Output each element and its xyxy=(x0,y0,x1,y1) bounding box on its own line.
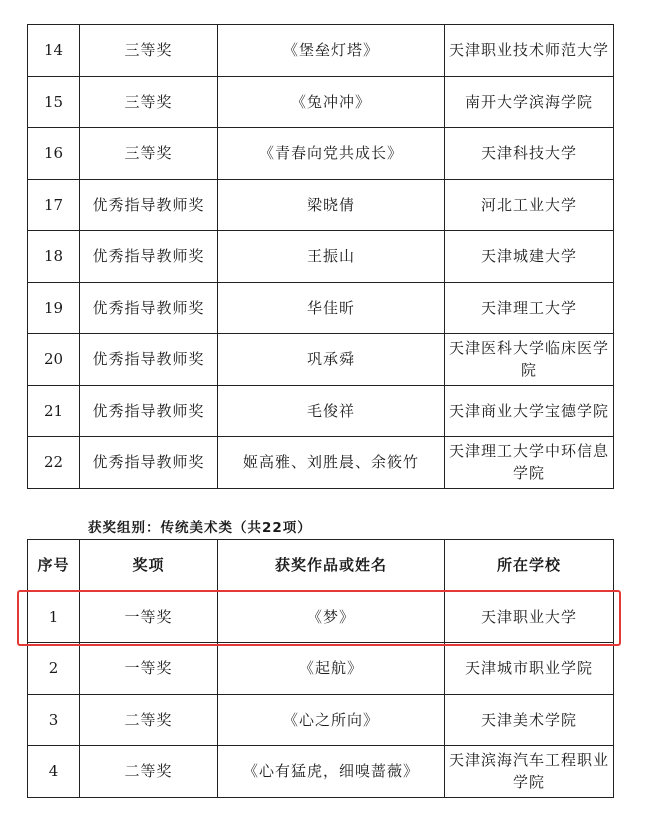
school-cell: 天津理工大学 xyxy=(445,282,614,334)
row-number: 22 xyxy=(28,437,80,489)
table-row xyxy=(28,231,614,283)
table-header-row xyxy=(28,540,614,592)
school-cell: 天津城建大学 xyxy=(445,231,614,283)
award-cell: 三等奖 xyxy=(80,76,218,128)
award-cell: 优秀指导教师奖 xyxy=(80,437,218,489)
award-cell: 三等奖 xyxy=(80,128,218,180)
school-cell: 天津城市职业学院 xyxy=(445,643,614,695)
row-number: 3 xyxy=(28,694,80,746)
school-cell: 天津科技大学 xyxy=(445,128,614,180)
header-award: 奖项 xyxy=(80,540,218,592)
awards-table-continued xyxy=(27,24,614,489)
work-cell: 毛俊祥 xyxy=(218,385,445,437)
work-cell: 《心之所向》 xyxy=(218,694,445,746)
header-school: 所在学校 xyxy=(445,540,614,592)
award-cell: 三等奖 xyxy=(80,25,218,77)
work-cell: 《堡垒灯塔》 xyxy=(218,25,445,77)
school-cell: 南开大学滨海学院 xyxy=(445,76,614,128)
work-cell: 华佳昕 xyxy=(218,282,445,334)
row-number: 4 xyxy=(28,746,80,798)
row-number: 14 xyxy=(28,25,80,77)
table-row xyxy=(28,746,614,798)
header-work: 获奖作品或姓名 xyxy=(218,540,445,592)
school-cell: 天津理工大学中环信息学院 xyxy=(445,437,614,489)
award-cell: 二等奖 xyxy=(80,694,218,746)
award-cell: 一等奖 xyxy=(80,643,218,695)
table-row xyxy=(28,128,614,180)
award-cell: 优秀指导教师奖 xyxy=(80,282,218,334)
award-cell: 优秀指导教师奖 xyxy=(80,179,218,231)
table-row xyxy=(28,179,614,231)
work-cell: 王振山 xyxy=(218,231,445,283)
table-row xyxy=(28,76,614,128)
row-number: 18 xyxy=(28,231,80,283)
table-row xyxy=(28,25,614,77)
table-row xyxy=(28,282,614,334)
award-cell: 优秀指导教师奖 xyxy=(80,334,218,386)
row-number: 17 xyxy=(28,179,80,231)
award-cell: 优秀指导教师奖 xyxy=(80,231,218,283)
table-row xyxy=(28,437,614,489)
school-cell: 天津职业技术师范大学 xyxy=(445,25,614,77)
table-row xyxy=(28,591,614,643)
award-cell: 一等奖 xyxy=(80,591,218,643)
school-cell: 天津商业大学宝德学院 xyxy=(445,385,614,437)
row-number: 20 xyxy=(28,334,80,386)
row-number: 21 xyxy=(28,385,80,437)
work-cell: 姬高雅、刘胜晨、余筱竹 xyxy=(218,437,445,489)
work-cell: 《兔冲冲》 xyxy=(218,76,445,128)
work-cell: 《青春向党共成长》 xyxy=(218,128,445,180)
row-number: 1 xyxy=(28,591,80,643)
award-cell: 优秀指导教师奖 xyxy=(80,385,218,437)
table-row xyxy=(28,334,614,386)
header-number: 序号 xyxy=(28,540,80,592)
row-number: 16 xyxy=(28,128,80,180)
section-heading: 获奖组别：传统美术类（共22项） xyxy=(88,520,312,536)
table-row xyxy=(28,694,614,746)
award-cell: 二等奖 xyxy=(80,746,218,798)
work-cell: 梁晓倩 xyxy=(218,179,445,231)
school-cell: 天津美术学院 xyxy=(445,694,614,746)
school-cell: 河北工业大学 xyxy=(445,179,614,231)
work-cell: 《起航》 xyxy=(218,643,445,695)
work-cell: 《梦》 xyxy=(218,591,445,643)
row-number: 2 xyxy=(28,643,80,695)
work-cell: 巩承舜 xyxy=(218,334,445,386)
work-cell: 《心有猛虎，细嗅蔷薇》 xyxy=(218,746,445,798)
school-cell: 天津滨海汽车工程职业学院 xyxy=(445,746,614,798)
awards-table-traditional-art xyxy=(27,539,614,798)
row-number: 15 xyxy=(28,76,80,128)
school-cell: 天津医科大学临床医学院 xyxy=(445,334,614,386)
row-number: 19 xyxy=(28,282,80,334)
school-cell: 天津职业大学 xyxy=(445,591,614,643)
table-row xyxy=(28,385,614,437)
table-row xyxy=(28,643,614,695)
